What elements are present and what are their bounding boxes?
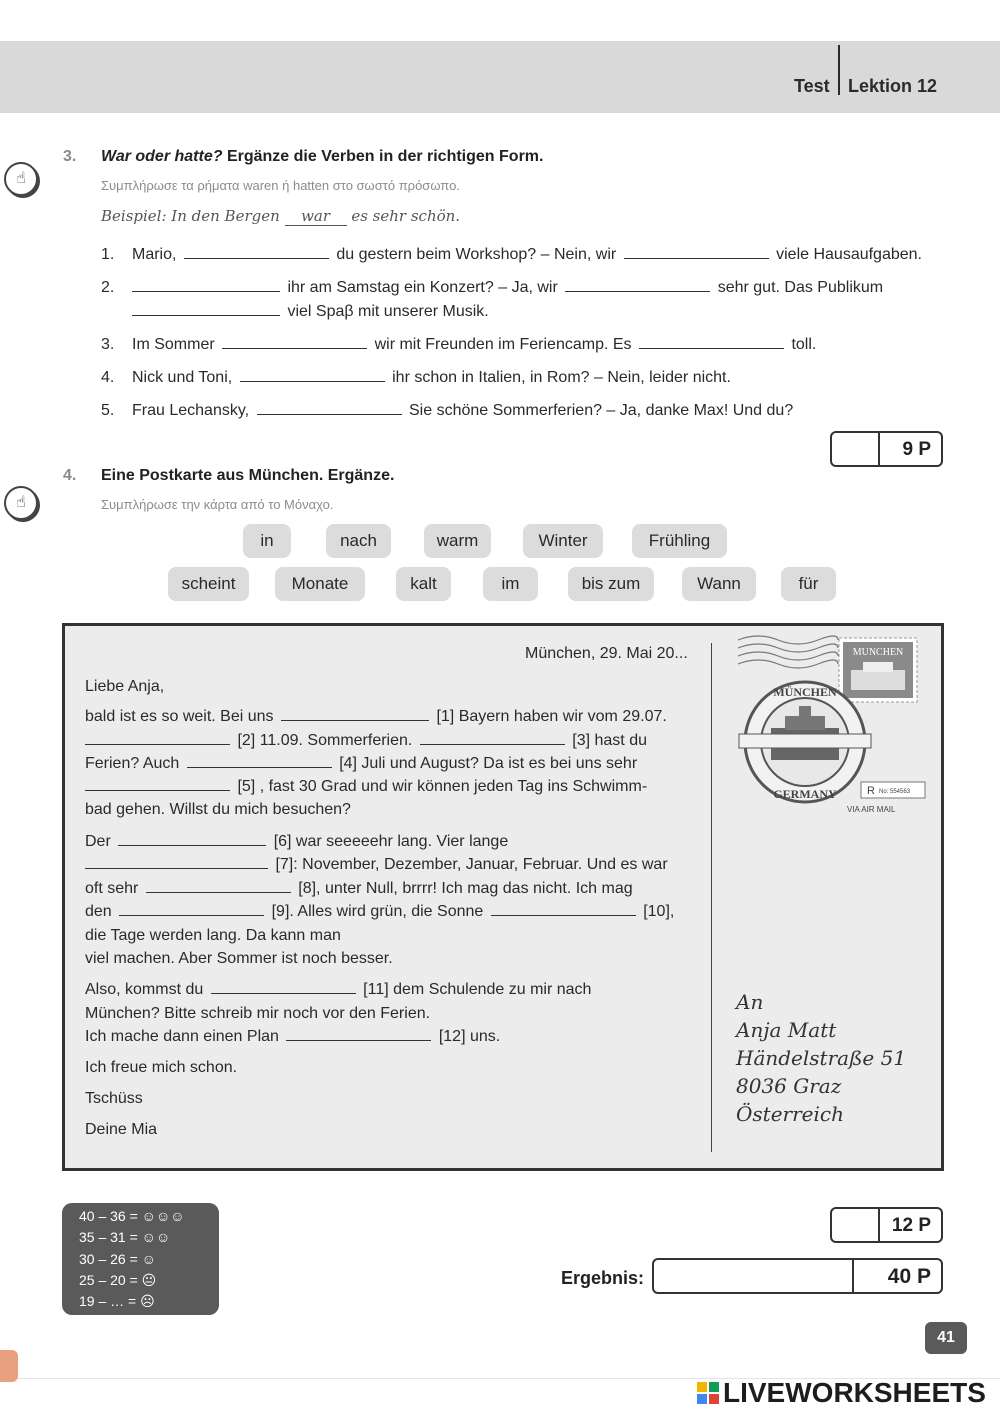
postcard-divider — [711, 643, 712, 1152]
grade-line: 19 – … = ☹ — [79, 1293, 155, 1309]
sentence-text: viel Spaβ mit unserer Musik. — [287, 303, 489, 320]
postcard-text: [6] war seeeeehr lang. Vier lange — [273, 833, 509, 850]
postcard-line — [85, 705, 667, 728]
header-test-label: Test — [794, 76, 830, 96]
word-chip[interactable]: Monate — [275, 567, 365, 601]
postcard-line: Tschüss — [85, 1090, 143, 1107]
answer-gap[interactable] — [211, 979, 356, 994]
postcard-line: die Tage werden lang. Da kann man — [85, 927, 341, 944]
corner-tab — [0, 1350, 18, 1382]
sentence-text: viele Hausaufgaben. — [776, 246, 922, 263]
sentence-2-continued — [132, 300, 489, 324]
grade-line: 40 – 36 = ☺☺☺ — [79, 1208, 185, 1224]
liveworksheets-brand[interactable]: LIVEWORKSHEETS — [723, 1377, 986, 1408]
header-divider — [838, 45, 840, 95]
postcard-text: [9]. Alles wird grün, die Sonne — [271, 903, 484, 920]
example-prefix: Beispiel: In den Bergen — [101, 207, 280, 225]
postmark-top-text: MÜNCHEN — [773, 685, 837, 699]
sentence-number: 1. — [101, 246, 115, 263]
postcard-line — [85, 877, 633, 900]
hand-pointer-icon: ☝ — [4, 162, 38, 196]
postmark-bottom-text: GERMANY — [773, 787, 837, 801]
grade-line: 25 – 20 = 😐 — [79, 1272, 157, 1288]
hand-pointer-icon: ☝ — [4, 486, 38, 520]
answer-gap[interactable] — [257, 400, 402, 415]
word-chip[interactable]: im — [483, 567, 538, 601]
answer-gap[interactable] — [491, 901, 636, 916]
sentence-2 — [101, 276, 883, 300]
grade-line: 35 – 31 = ☺☺ — [79, 1229, 171, 1245]
exercise-3-points: 9 P — [902, 439, 931, 460]
sentence-text: toll. — [791, 336, 817, 353]
sentence-text: Mario, — [132, 246, 177, 263]
score-separator — [878, 433, 880, 465]
sentence-5 — [101, 399, 793, 423]
postcard-line — [85, 900, 674, 923]
answer-gap[interactable] — [565, 277, 710, 292]
answer-gap[interactable] — [85, 854, 268, 869]
sentence-number: 4. — [101, 369, 115, 386]
answer-gap[interactable] — [420, 730, 565, 745]
sentence-text: Im Sommer — [132, 336, 215, 353]
postcard-line — [85, 853, 668, 876]
postcard-line: bad gehen. Willst du mich besuchen? — [85, 801, 351, 818]
address-line: An — [736, 990, 764, 1014]
exercise-4-title: Eine Postkarte aus München. Ergänze. — [101, 467, 395, 484]
air-mail-label: VIA AIR MAIL — [847, 805, 896, 814]
postcard-date: München, 29. Mai 20... — [525, 645, 688, 662]
exercise-4-score-box — [830, 1207, 943, 1243]
sentence-1 — [101, 243, 922, 267]
word-chip[interactable]: kalt — [396, 567, 451, 601]
postcard-text: [3] hast du — [572, 732, 647, 749]
postcard-line — [85, 775, 647, 798]
postcard-text: [10], — [643, 903, 675, 920]
word-chip[interactable]: in — [243, 524, 291, 558]
word-chip[interactable]: nach — [326, 524, 391, 558]
postcard-line: viel machen. Aber Sommer ist noch besser. — [85, 950, 393, 967]
result-label: Ergebnis: — [561, 1268, 645, 1288]
example-answer: war — [285, 207, 347, 226]
answer-gap[interactable] — [146, 878, 291, 893]
result-points: 40 P — [887, 1265, 931, 1288]
answer-gap[interactable] — [85, 776, 230, 791]
sentence-text: sehr gut. Das Publikum — [717, 279, 884, 296]
sentence-number: 3. — [101, 336, 115, 353]
sentence-3 — [101, 333, 816, 357]
answer-gap[interactable] — [281, 706, 429, 721]
postcard-text: [4] Juli und August? Da ist es bei uns sehr — [339, 755, 638, 772]
answer-gap[interactable] — [132, 277, 280, 292]
sentence-text: du gestern beim Workshop? – Nein, wir — [336, 246, 617, 263]
answer-gap[interactable] — [240, 367, 385, 382]
example-suffix: es sehr schön. — [351, 207, 461, 225]
exercise-4-subtitle: Συμπλήρωσε την κάρτα από το Μόναχο. — [101, 497, 334, 512]
sentence-text: Nick und Toni, — [132, 369, 233, 386]
postcard-greeting: Liebe Anja, — [85, 678, 165, 695]
sentence-number: 5. — [101, 402, 115, 419]
header-lesson-label: Lektion 12 — [848, 76, 938, 96]
answer-gap[interactable] — [184, 244, 329, 259]
postmark-stamp-icon — [733, 630, 933, 820]
registered-mark: R — [867, 785, 875, 797]
postcard-text: Ferien? Auch — [85, 755, 180, 772]
answer-gap[interactable] — [187, 753, 332, 768]
postcard-line: Ich freue mich schon. — [85, 1059, 238, 1076]
liveworksheets-logo-icon — [697, 1382, 719, 1404]
exercise-3-title-italic: War oder hatte? — [101, 148, 223, 165]
postcard-line: München? Bitte schreib mir noch vor den Ferien. — [85, 1005, 431, 1022]
postcard-text: Ich mache dann einen Plan — [85, 1028, 279, 1045]
word-chip[interactable]: Wann — [682, 567, 756, 601]
exercise-3-title-rest: Ergänze die Verben in der richtigen Form. — [222, 148, 544, 165]
word-chip[interactable]: warm — [424, 524, 491, 558]
sentence-text: wir mit Freunden im Feriencamp. Es — [374, 336, 632, 353]
postcard-line — [85, 978, 591, 1001]
score-separator — [852, 1260, 854, 1292]
postcard-text: [7]: November, Dezember, Januar, Februar. Und es war — [275, 856, 668, 873]
grade-line: 30 – 26 = ☺ — [79, 1251, 156, 1267]
postcard-line: Deine Mia — [85, 1121, 158, 1138]
answer-gap[interactable] — [119, 901, 264, 916]
postcard-line — [85, 1025, 500, 1048]
address-line: 8036 Graz — [736, 1074, 842, 1098]
page-number: 41 — [925, 1322, 967, 1354]
postcard-text: [11] dem Schulende zu mir nach — [363, 981, 592, 998]
exercise-4-points: 12 P — [891, 1215, 931, 1236]
postcard-line — [85, 830, 508, 853]
exercise-3-title — [101, 148, 543, 166]
answer-gap[interactable] — [118, 831, 266, 846]
answer-gap[interactable] — [639, 334, 784, 349]
word-chip[interactable]: für — [781, 567, 836, 601]
postcard-text: oft sehr — [85, 880, 139, 897]
sentence-number: 2. — [101, 279, 115, 296]
exercise-4-number: 4. — [63, 467, 77, 484]
stamp-label: MUNCHEN — [852, 647, 904, 658]
sentence-text: ihr schon in Italien, in Rom? – Nein, leider nicht. — [392, 369, 731, 386]
exercise-3-score-box — [830, 431, 943, 467]
sentence-text: Sie schöne Sommerferien? – Ja, danke Max! Und du? — [409, 402, 794, 419]
answer-gap[interactable] — [85, 730, 230, 745]
word-chip[interactable]: Frühling — [632, 524, 727, 558]
postcard-text: bald ist es so weit. Bei uns — [85, 708, 274, 725]
score-separator — [878, 1209, 880, 1241]
address-line: Händelstraße 51 — [736, 1046, 907, 1070]
word-chip[interactable]: Winter — [523, 524, 603, 558]
answer-gap[interactable] — [222, 334, 367, 349]
postcard-text: [5] , fast 30 Grad und wir können jeden Tag ins Schwimm- — [237, 778, 648, 795]
exercise-3-number: 3. — [63, 148, 77, 165]
address-line: Österreich — [736, 1102, 844, 1126]
answer-gap[interactable] — [286, 1026, 431, 1041]
answer-gap[interactable] — [132, 301, 280, 316]
postcard-line — [85, 729, 647, 752]
postcard-line — [85, 752, 637, 775]
exercise-3-example — [101, 207, 460, 226]
sentence-text: Frau Lechansky, — [132, 402, 250, 419]
postcard-text: Also, kommst du — [85, 981, 204, 998]
exercise-3-subtitle: Συμπλήρωσε τα ρήματα waren ή hatten στο σωστό πρόσωπο. — [101, 178, 460, 193]
postcard-text: [8], unter Null, brrrr! Ich mag das nicht. Ich mag — [298, 880, 633, 897]
sentence-4 — [101, 366, 731, 390]
postcard-text: den — [85, 903, 112, 920]
result-score-box — [652, 1258, 943, 1294]
address-line: Anja Matt — [736, 1018, 837, 1042]
postcard-text: Der — [85, 833, 111, 850]
sentence-text: ihr am Samstag ein Konzert? – Ja, wir — [287, 279, 558, 296]
answer-gap[interactable] — [624, 244, 769, 259]
word-chip[interactable]: scheint — [168, 567, 249, 601]
registered-number: No: 554563 — [879, 789, 911, 795]
word-chip[interactable]: bis zum — [568, 567, 654, 601]
postcard-text: [1] Bayern haben wir vom 29.07. — [436, 708, 667, 725]
postcard-text: [2] 11.09. Sommerferien. — [237, 732, 413, 749]
postcard-text: [12] uns. — [438, 1028, 501, 1045]
